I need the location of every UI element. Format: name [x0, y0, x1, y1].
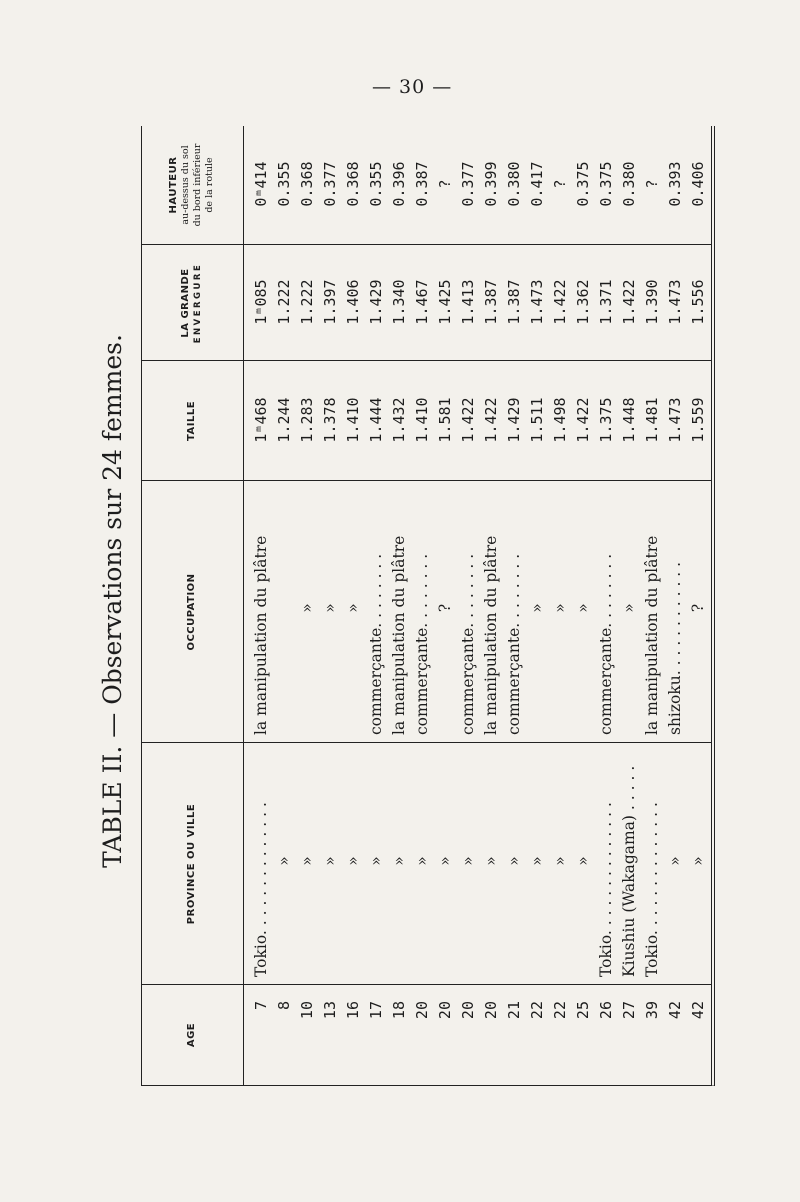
province-cell: »: [344, 856, 362, 866]
age-cell: 20: [413, 1001, 431, 1020]
age-cell: 26: [597, 1001, 615, 1020]
table-row: [273, 126, 296, 1085]
age-cell: 20: [459, 1001, 477, 1020]
header-hauteur-line4: de la rotule: [204, 157, 216, 213]
province-cell: »: [321, 856, 339, 866]
taille-cell: 1.448: [620, 397, 638, 443]
province-cell: »: [666, 856, 684, 866]
hauteur-cell: 0.380: [620, 161, 638, 207]
province-cell: »: [275, 856, 293, 866]
hauteur-cell: 0.375: [597, 161, 615, 207]
province-cell: »: [689, 856, 707, 866]
taille-cell: 1.244: [275, 397, 293, 443]
envergure-cell: 1.413: [459, 279, 477, 325]
occupation-cell: commerçante. . . . . . . .: [367, 553, 385, 735]
table-row: [319, 126, 342, 1085]
occupation-cell: ?: [689, 603, 707, 613]
taille-cell: 1.422: [482, 397, 500, 443]
table-title: TABLE II. — Observations sur 24 femmes.: [98, 334, 127, 868]
envergure-cell: 1.425: [436, 279, 454, 325]
taille-cell: 1.283: [298, 397, 316, 443]
taille-cell: 1.581: [436, 397, 454, 443]
header-hauteur-line2: au-dessus du sol: [180, 145, 192, 225]
age-cell: 22: [528, 1001, 546, 1020]
hauteur-cell: 0.417: [528, 161, 546, 207]
age-cell: 8: [275, 1001, 293, 1011]
occupation-cell: la manipulation du plâtre: [390, 535, 408, 735]
age-cell: 17: [367, 1001, 385, 1020]
province-cell: »: [459, 856, 477, 866]
taille-cell: 1.511: [528, 397, 546, 443]
occupation-cell: commerçante. . . . . . . .: [505, 553, 523, 735]
occupation-cell: »: [344, 603, 362, 613]
occupation-cell: »: [321, 603, 339, 613]
table-row: [572, 126, 595, 1085]
hauteur-cell: 0.355: [367, 161, 385, 207]
header-envergure-line1: LA GRANDE: [180, 268, 192, 338]
hauteur-cell: 0.377: [459, 161, 477, 207]
taille-cell: 1.559: [689, 397, 707, 443]
hauteur-cell: 0.380: [505, 161, 523, 207]
province-cell: Tokio. . . . . . . . . . . . . .: [643, 802, 661, 977]
envergure-cell: 1.473: [528, 279, 546, 325]
header-province: PROVINCE OU VILLE: [185, 803, 197, 925]
table-row: [503, 126, 526, 1085]
envergure-cell: 1.397: [321, 279, 339, 325]
occupation-cell: »: [574, 603, 592, 613]
taille-cell: 1.410: [413, 397, 431, 443]
page-number: — 30 —: [372, 76, 453, 98]
envergure-cell: 1.422: [620, 279, 638, 325]
envergure-cell: 1.429: [367, 279, 385, 325]
envergure-cell: 1.422: [551, 279, 569, 325]
province-cell: »: [436, 856, 454, 866]
taille-cell: 1.432: [390, 397, 408, 443]
hauteur-cell: 0.387: [413, 161, 431, 207]
header-occupation: OCCUPATION: [185, 573, 197, 651]
taille-cell: 1.481: [643, 397, 661, 443]
province-cell: »: [413, 856, 431, 866]
hauteur-cell: 0.355: [275, 161, 293, 207]
table-row: [687, 126, 710, 1085]
age-cell: 22: [551, 1001, 569, 1020]
header-envergure: [142, 245, 242, 361]
province-cell: »: [528, 856, 546, 866]
province-cell: »: [505, 856, 523, 866]
hauteur-cell: ?: [551, 179, 569, 189]
age-cell: 16: [344, 1001, 362, 1020]
table-header: [142, 126, 244, 1085]
envergure-cell: 1.387: [505, 279, 523, 325]
envergure-cell: 1.222: [275, 279, 293, 325]
envergure-cell: 1.390: [643, 279, 661, 325]
province-cell: »: [367, 856, 385, 866]
province-cell: »: [551, 856, 569, 866]
age-cell: 7: [252, 1001, 270, 1011]
hauteur-cell: 0.368: [344, 161, 362, 207]
age-cell: 20: [436, 1001, 454, 1020]
taille-cell: 1.422: [459, 397, 477, 443]
taille-cell: 1.422: [574, 397, 592, 443]
envergure-cell: 1.371: [597, 279, 615, 325]
table-row: [480, 126, 503, 1085]
province-cell: Tokio. . . . . . . . . . . . . .: [252, 802, 270, 977]
occupation-cell: »: [551, 603, 569, 613]
table-row: [342, 126, 365, 1085]
age-cell: 18: [390, 1001, 408, 1020]
occupation-cell: commerçante. . . . . . . .: [413, 553, 431, 735]
age-cell: 20: [482, 1001, 500, 1020]
table-row: [411, 126, 434, 1085]
occupation-cell: ?: [436, 603, 454, 613]
province-cell: Kiushiu (Wakagama) . . . . .: [620, 765, 638, 977]
province-cell: Tokio. . . . . . . . . . . . . .: [597, 802, 615, 977]
taille-cell: 1.473: [666, 397, 684, 443]
occupation-cell: la manipulation du plâtre: [643, 535, 661, 735]
age-cell: 25: [574, 1001, 592, 1020]
table-row: [365, 126, 388, 1085]
envergure-cell: 1.473: [666, 279, 684, 325]
occupation-cell: »: [298, 603, 316, 613]
occupation-cell: commerçante. . . . . . . .: [597, 553, 615, 735]
taille-cell: 1.429: [505, 397, 523, 443]
hauteur-cell: 0.396: [390, 161, 408, 207]
rotated-table-block: [85, 116, 715, 1086]
table-row: [549, 126, 572, 1085]
hauteur-cell: ?: [643, 179, 661, 189]
hauteur-cell: 0.393: [666, 161, 684, 207]
table-row: [434, 126, 457, 1085]
province-cell: »: [482, 856, 500, 866]
table-row: [457, 126, 480, 1085]
occupation-cell: la manipulation du plâtre: [482, 535, 500, 735]
province-cell: »: [298, 856, 316, 866]
province-cell: »: [390, 856, 408, 866]
occupation-cell: »: [528, 603, 546, 613]
taille-cell: 1.410: [344, 397, 362, 443]
occupation-cell: shizoku. . . . . . . . . . . .: [666, 561, 684, 735]
table-row: [618, 126, 641, 1085]
header-taille: TAILLE: [185, 400, 197, 442]
age-cell: 27: [620, 1001, 638, 1020]
table-row: [664, 126, 687, 1085]
header-hauteur-line1: HAUTEUR: [167, 156, 179, 214]
occupation-cell: commerçante. . . . . . . .: [459, 553, 477, 735]
age-cell: 13: [321, 1001, 339, 1020]
envergure-cell: 1.222: [298, 279, 316, 325]
envergure-cell: 1.556: [689, 279, 707, 325]
table-row: [526, 126, 549, 1085]
occupation-cell: la manipulation du plâtre: [252, 535, 270, 735]
taille-cell: 1.375: [597, 397, 615, 443]
hauteur-cell: 0.399: [482, 161, 500, 207]
header-age: AGE: [185, 1022, 197, 1048]
envergure-cell: 1.340: [390, 279, 408, 325]
data-table: [141, 126, 715, 1086]
hauteur-cell: 0.375: [574, 161, 592, 207]
table-row: [296, 126, 319, 1085]
table-row: [641, 126, 664, 1085]
envergure-cell: 1.467: [413, 279, 431, 325]
taille-cell: 1.498: [551, 397, 569, 443]
occupation-cell: [273, 481, 296, 739]
age-cell: 21: [505, 1001, 523, 1020]
envergure-cell: 1.387: [482, 279, 500, 325]
hauteur-cell: 0.368: [298, 161, 316, 207]
hauteur-cell: ?: [436, 179, 454, 189]
table-row: [595, 126, 618, 1085]
age-cell: 39: [643, 1001, 661, 1020]
age-cell: 42: [689, 1001, 707, 1020]
taille-cell: 1.378: [321, 397, 339, 443]
header-hauteur: [142, 125, 242, 245]
header-envergure-line2: ENVERGURE: [192, 262, 203, 344]
table-row: [250, 126, 273, 1085]
age-cell: 42: [666, 1001, 684, 1020]
age-cell: 10: [298, 1001, 316, 1020]
envergure-cell: 1ᵐ085: [252, 279, 270, 325]
envergure-cell: 1.362: [574, 279, 592, 325]
header-hauteur-line3: du bord inférieur: [192, 143, 204, 227]
hauteur-cell: 0ᵐ414: [252, 161, 270, 207]
envergure-cell: 1.406: [344, 279, 362, 325]
hauteur-cell: 0.377: [321, 161, 339, 207]
taille-cell: 1ᵐ468: [252, 397, 270, 443]
table-row: [388, 126, 411, 1085]
occupation-cell: »: [620, 603, 638, 613]
taille-cell: 1.444: [367, 397, 385, 443]
hauteur-cell: 0.406: [689, 161, 707, 207]
province-cell: »: [574, 856, 592, 866]
